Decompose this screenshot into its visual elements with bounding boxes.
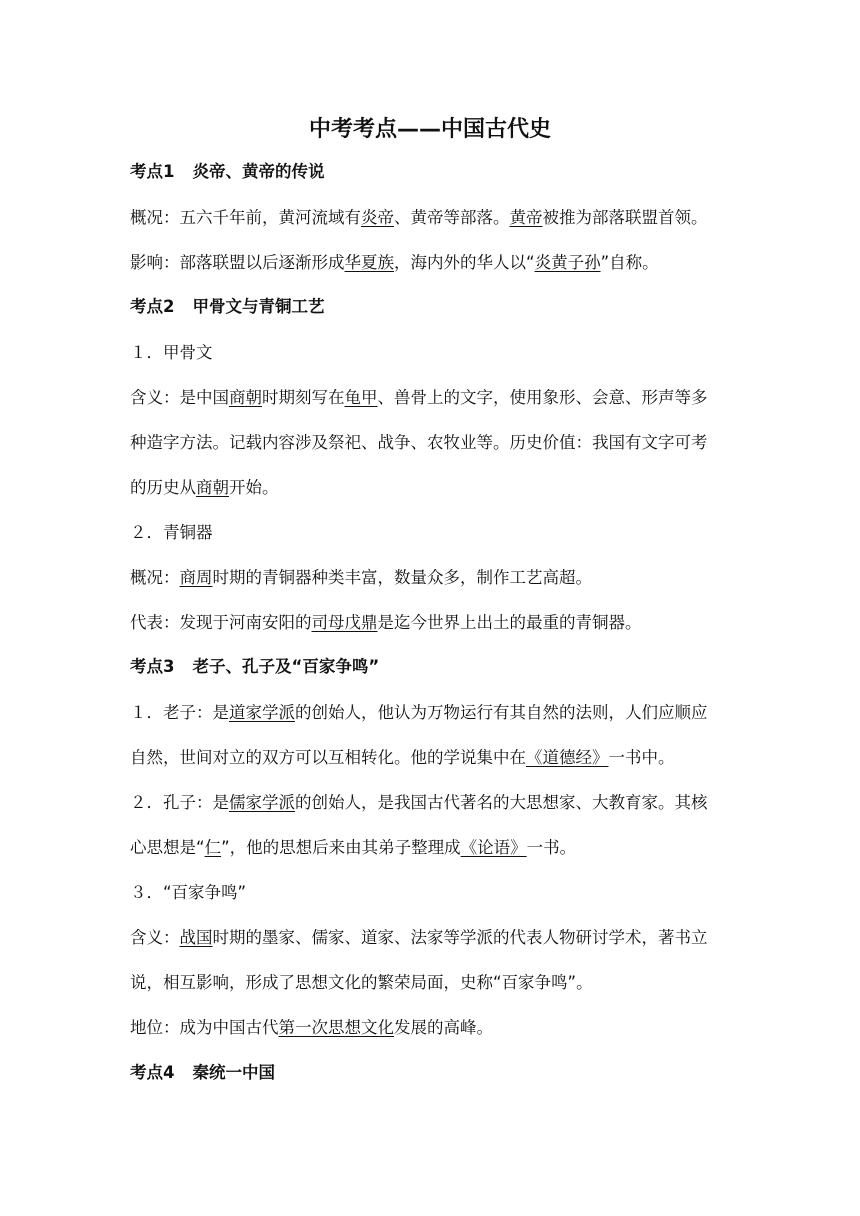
text-span: 代表：发现于河南安阳的 bbox=[130, 613, 312, 632]
s2-meaning-line-2: 种造字方法。记载内容涉及祭祀、战争、农牧业等。历史价值：我国有文字可考 bbox=[130, 433, 708, 452]
s3-meaning-line-2: 说，相互影响，形成了思想文化的繁荣局面，史称“百家争鸣”。 bbox=[130, 973, 593, 992]
s2-subheading-bronze: ２．青铜器 bbox=[130, 523, 213, 542]
text-span: 地位：成为中国古代 bbox=[130, 1018, 279, 1037]
s3-confucius-line-1 bbox=[130, 780, 736, 826]
s3-confucius-line-2 bbox=[130, 825, 736, 871]
text-span: ２．孔子：是 bbox=[130, 793, 229, 812]
section-3-heading bbox=[130, 644, 736, 690]
s3-status-line bbox=[130, 1005, 736, 1051]
underlined-term: 炎帝 bbox=[361, 208, 394, 227]
text-span: 开始。 bbox=[229, 478, 279, 497]
section-4-number: 考点4 bbox=[130, 1063, 175, 1082]
text-span: 发展的高峰。 bbox=[394, 1018, 493, 1037]
text-span: 影响：部落联盟以后逐渐形成 bbox=[130, 253, 345, 272]
text-span: 含义：是中国 bbox=[130, 388, 229, 407]
text-span: 被推为部落联盟首领。 bbox=[542, 208, 708, 227]
text-span: 概况：五六千年前，黄河流域有 bbox=[130, 208, 361, 227]
s2-subheading-oracle: １．甲骨文 bbox=[130, 343, 213, 362]
text-span: 时期刻写在 bbox=[262, 388, 345, 407]
document-title: 中考考点——中国古代史 bbox=[308, 117, 551, 142]
underlined-term: 商周 bbox=[179, 568, 213, 587]
underlined-term: 儒家学派 bbox=[229, 793, 295, 812]
s3-subheading-hundred-schools: ３．“百家争鸣” bbox=[130, 883, 247, 902]
s3-laozi-line-2 bbox=[130, 735, 736, 781]
section-3-title: 老子、孔子及“百家争鸣” bbox=[192, 657, 380, 676]
text-span: 概况： bbox=[130, 568, 180, 587]
text-span: 的创始人，是我国古代著名的大思想家、大教育家。其核 bbox=[295, 793, 708, 812]
s1-influence-line bbox=[130, 240, 736, 286]
text-span: ，海内外的华人以“ bbox=[394, 253, 535, 272]
text-span: 一书中。 bbox=[608, 748, 675, 767]
text-span: 心思想是“ bbox=[130, 838, 205, 857]
underlined-term: 龟甲 bbox=[344, 388, 378, 407]
underlined-term: 司母戊鼎 bbox=[311, 613, 378, 632]
s2-bronze-representative-line bbox=[130, 600, 736, 646]
text-span: ”自称。 bbox=[600, 253, 659, 272]
text-span: 是迄今世界上出土的最重的青铜器。 bbox=[377, 613, 642, 632]
underlined-term: 仁 bbox=[204, 838, 222, 857]
s2-bronze-overview-line bbox=[130, 555, 736, 601]
text-span: 的历史从 bbox=[130, 478, 196, 497]
text-span: ”，他的思想后来由其弟子整理成 bbox=[221, 838, 461, 857]
text-span: 自然，世间对立的双方可以互相转化。他的学说集中在 bbox=[130, 748, 526, 767]
section-4-heading bbox=[130, 1050, 736, 1096]
s3-meaning-line-1 bbox=[130, 915, 736, 961]
section-2-heading bbox=[130, 284, 736, 330]
section-1-heading bbox=[130, 149, 736, 195]
text-span: 时期的墨家、儒家、道家、法家等学派的代表人物研讨学术，著书立 bbox=[212, 928, 708, 947]
text-span: 含义： bbox=[130, 928, 180, 947]
s2-meaning-line-3 bbox=[130, 465, 736, 511]
s2-meaning-line-1 bbox=[130, 375, 736, 421]
underlined-term: 黄帝 bbox=[509, 208, 543, 227]
section-4-title: 秦统一中国 bbox=[192, 1063, 275, 1082]
underlined-term: 道家学派 bbox=[229, 703, 295, 722]
underlined-term: 商朝 bbox=[196, 478, 229, 497]
section-2-number: 考点2 bbox=[130, 297, 175, 316]
underlined-term: 战国 bbox=[179, 928, 213, 947]
text-span: 时期的青铜器种类丰富，数量众多，制作工艺高超。 bbox=[212, 568, 592, 587]
section-2-title: 甲骨文与青铜工艺 bbox=[192, 297, 325, 316]
text-span: １．老子：是 bbox=[130, 703, 229, 722]
s3-laozi-line-1 bbox=[130, 690, 736, 736]
underlined-term: 商朝 bbox=[229, 388, 262, 407]
s1-overview-line bbox=[130, 195, 736, 241]
section-1-number: 考点1 bbox=[130, 162, 175, 181]
text-span: 、兽骨上的文字，使用象形、会意、形声等多 bbox=[377, 388, 708, 407]
text-span: 的创始人，他认为万物运行有其自然的法则，人们应顺应 bbox=[295, 703, 708, 722]
underlined-term: 《论语》 bbox=[460, 838, 527, 857]
underlined-term: 《道德经》 bbox=[526, 748, 609, 767]
underlined-term: 第一次思想文化 bbox=[278, 1018, 394, 1037]
section-1-title: 炎帝、黄帝的传说 bbox=[192, 162, 325, 181]
text-span: 一书。 bbox=[526, 838, 577, 857]
section-3-number: 考点3 bbox=[130, 657, 175, 676]
text-span: 、黄帝等部落。 bbox=[394, 208, 510, 227]
underlined-term: 华夏族 bbox=[344, 253, 394, 272]
underlined-term: 炎黄子孙 bbox=[534, 253, 601, 272]
